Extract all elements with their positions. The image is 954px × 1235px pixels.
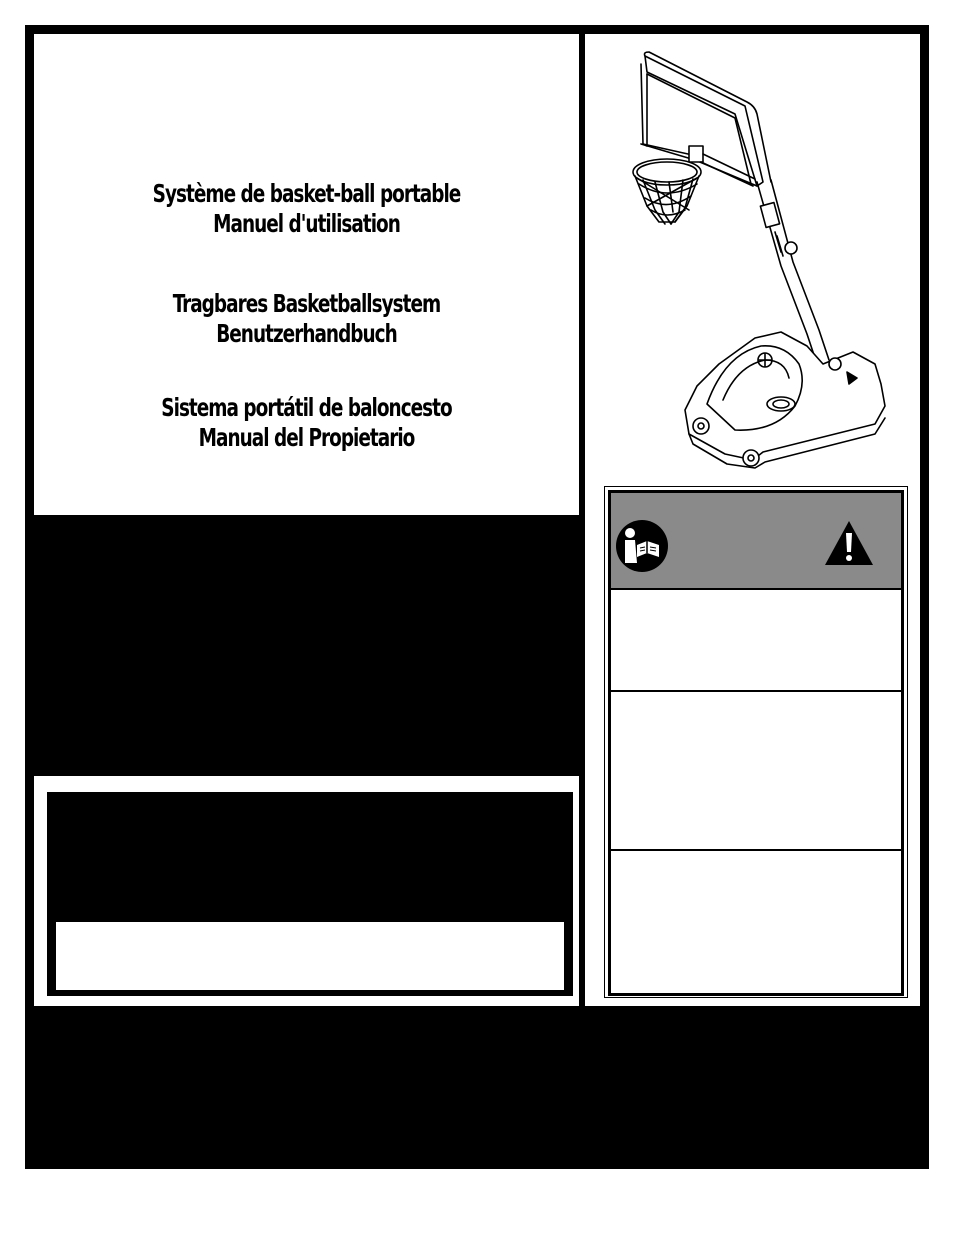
warning-box [604,486,908,998]
french-title-line1: Système de basket-ball portable [152,179,461,208]
info-box-inner [56,922,564,990]
title-panel [34,34,579,515]
info-box [47,792,573,996]
german-title-line1: Tragbares Basketballsystem [172,289,441,318]
warning-separator [611,849,901,851]
spanish-title [34,393,579,453]
spanish-title-line1: Sistema portátil de baloncesto [161,393,452,422]
french-title-line2: Manuel d'utilisation [213,209,400,238]
warning-header [611,493,901,590]
german-title [34,289,579,349]
spanish-title-line2: Manual del Propietario [198,423,415,452]
bottom-left-panel [34,776,579,1006]
read-manual-icon [615,519,669,573]
french-title [34,179,579,239]
warning-separator [611,690,901,692]
image-panel [585,34,920,1006]
portable-basketball-hoop-illustration [585,34,920,474]
german-title-line2: Benutzerhandbuch [216,319,397,348]
warning-inner [608,490,904,996]
warning-triangle-icon [823,519,875,567]
